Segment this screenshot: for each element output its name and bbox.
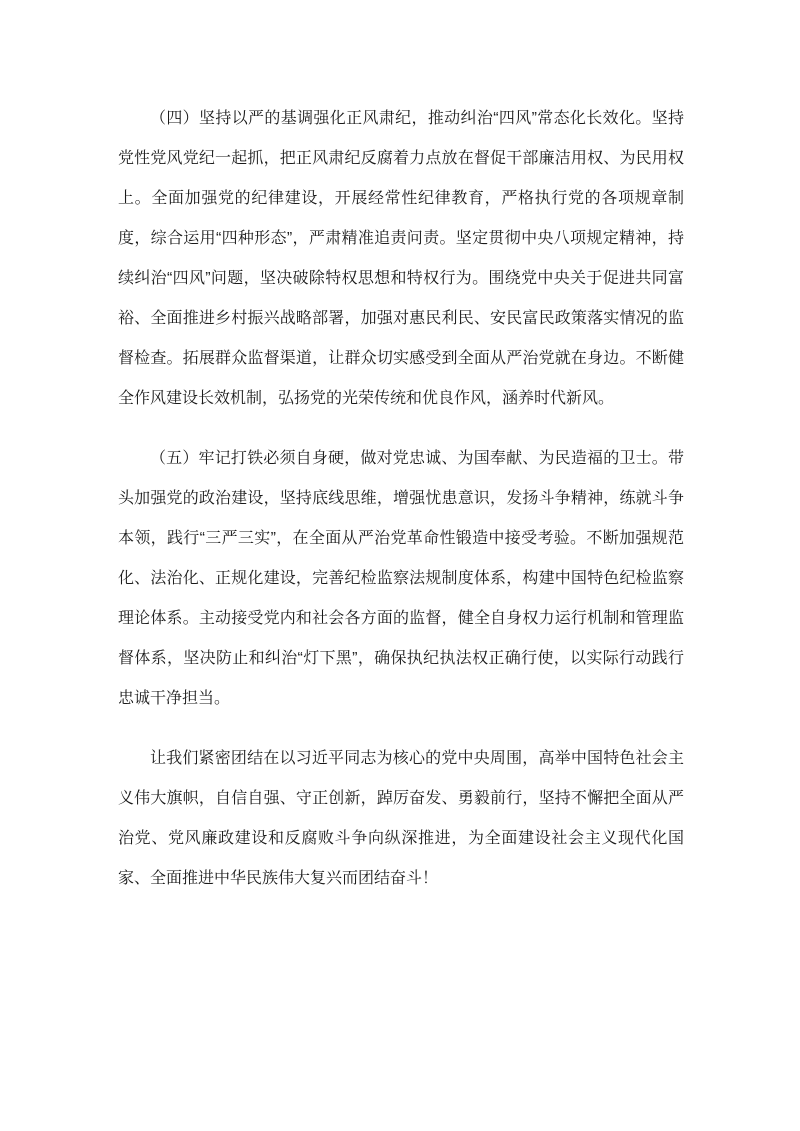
document-text-block [118, 99, 684, 899]
paragraph-closing: 让我们紧密团结在以习近平同志为核心的党中央周围，高举中国特色社会主义伟大旗帜，自信自强、守正创新，踔厉奋发、勇毅前行，坚持不懈把全面从严治党、党风廉政建设和反腐败斗争向纵深推进，为全面建设社会主义现代化国家、全面推进中华民族伟大复兴而团结奋斗！ [118, 750, 684, 887]
paragraph-section-4: （四）坚持以严的基调强化正风肃纪，推动纠治“四风”常态化长效化。坚持党性党风党纪一起抓，把正风肃纪反腐着力点放在督促干部廉洁用权、为民用权上。全面加强党的纪律建设，开展经常性纪律教育，严格执行党的各项规章制度，综合运用“四种形态”，严肃精准追责问责。坚定贯彻中央八项规定精神，持续纠治“四风”问题，坚决破除特权思想和特权行为。围绕党中央关于促进共同富裕、全面推进乡村振兴战略部署，加强对惠民利民、安民富民政策落实情况的监督检查。拓展群众监督渠道，让群众切实感受到全面从严治党就在身边。不断健全作风建设长效机制，弘扬党的光荣传统和优良作风，涵养时代新风。 [118, 110, 684, 407]
paragraph-section-5: （五）牢记打铁必须自身硬，做对党忠诚、为国奉献、为民造福的卫士。带头加强党的政治建设，坚持底线思维，增强忧患意识，发扬斗争精神，练就斗争本领，践行“三严三实”，在全面从严治党革命性锻造中接受考验。不断加强规范化、法治化、正规化建设，完善纪检监察法规制度体系，构建中国特色纪检监察理论体系。主动接受党内和社会各方面的监督，健全自身权力运行机制和管理监督体系，坚决防止和纠治“灯下黑”，确保执纪执法权正确行使，以实际行动践行忠诚干净担当。 [118, 450, 684, 707]
